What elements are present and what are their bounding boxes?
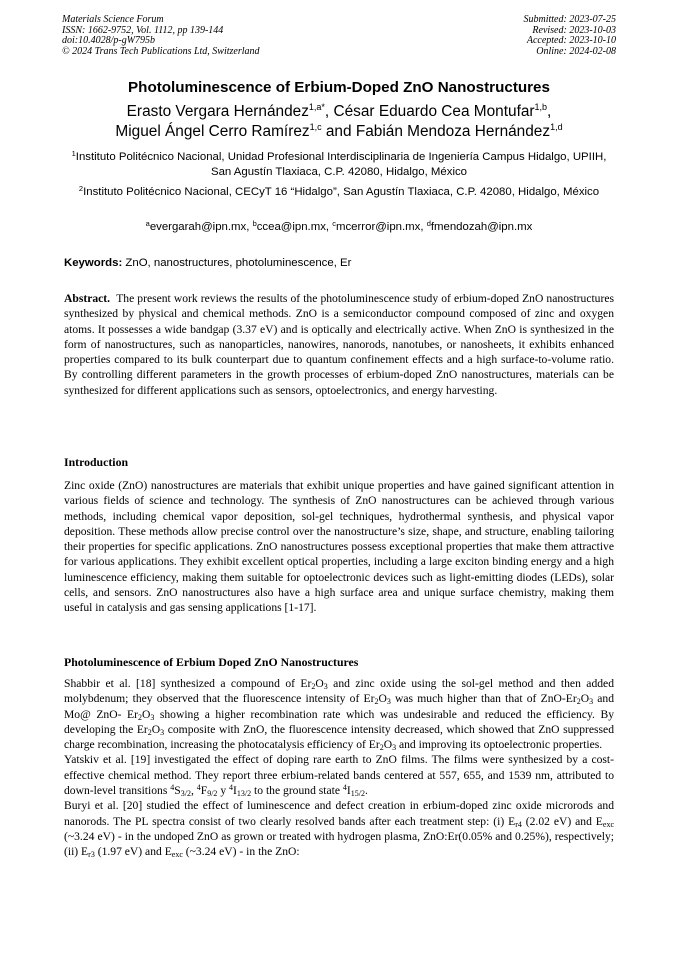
author-list: Erasto Vergara Hernández$^{1,a*}$, César Eduardo Cea Montufar$^{1,b}$, Miguel Ángel Cerro Ramírez$^{1,c}$ and Fabián Mendoza Hernández$^{1,d}$ <box>115 102 563 140</box>
author-name: Miguel Ángel Cerro Ramírez <box>115 123 310 140</box>
keywords-label: Keywords: <box>64 257 123 269</box>
affiliation-2 <box>60 185 618 200</box>
email-mark: c <box>332 219 336 228</box>
submitted-date: Submitted: 2023-07-25 <box>523 14 616 25</box>
keywords <box>64 257 624 269</box>
online-date: Online: 2024-02-08 <box>536 45 616 57</box>
affiliation-1 <box>60 150 618 181</box>
header-left <box>62 15 260 57</box>
author-affiliation-mark: 1,b <box>534 102 548 112</box>
author-conjunction: and <box>325 123 352 140</box>
author-affiliation-mark: 1,c <box>309 122 322 132</box>
copyright: © 2024 Trans Tech Publications Ltd, Switzerland <box>62 45 260 57</box>
email-link[interactable]: mcerror@ipn.mx, <box>336 221 424 233</box>
section-body <box>64 676 614 860</box>
affiliation-mark: 1 <box>71 149 76 158</box>
author-affiliation-mark: 1,d <box>550 122 563 132</box>
author-name: Erasto Vergara Hernández <box>126 103 309 120</box>
affiliation-text: Instituto Politécnico Nacional, CECyT 16 “Hidalgo”, San Agustín Tlaxiaca, C.P. 42080, Hidalgo, México <box>83 186 600 198</box>
paragraph: Buryi et al. [20] studied the effect of luminescence and defect creation in erbium-doped zinc oxide microrods and nanorods. The PL spectra consist of two clearly resolved bands after each treatment step: (i) $E_{r4}$ (2.02 eV) and $E_{exc}$ (~3.24 eV) - in the undoped ZnO as grown or treated with hydrogen plasma, ZnO:Er(0.05% and 0.25%), respectively; (ii) $E_{r3}$ (1.97 eV) and $E_{exc}$ (~3.24 eV) - in the ZnO: <box>64 799 614 860</box>
email-link[interactable]: ccea@ipn.mx, <box>256 221 330 233</box>
header-right <box>524 15 617 57</box>
introduction-heading: Introduction <box>64 455 129 469</box>
accepted-date: Accepted: 2023-10-10 <box>526 35 616 47</box>
email-link[interactable]: fmendozah@ipn.mx <box>430 221 533 233</box>
keywords-text: ZnO, nanostructures, photoluminescence, Er <box>125 257 352 269</box>
email-mark: b <box>252 219 257 228</box>
revised-date: Revised: 2023-10-03 <box>532 24 616 36</box>
abstract-text: The present work reviews the results of the photoluminescence study of erbium-doped ZnO nanostructures synthesized by physical and chemical methods. ZnO is a semiconductor compound composed of zinc and oxygen atoms. It possesses a wide bandgap (3.37 eV) and is optically and electrically active. When ZnO is synthesized in the form of nanostructures, such as nanoparticles, nanowires, nanorods, nanotubes, or nanosheets, it exhibits enhanced properties compared to its bulk counterpart due to quantum confinement effects and a high surface-to-volume ratio. By controlling different parameters in the growth processes of erbium-doped ZnO nanostructures, materials can be synthesized for different applications such as sensors, optoelectronics, and energy harvesting. <box>64 292 615 397</box>
doi: doi:10.4028/p-gW795b <box>62 35 156 47</box>
paragraph: Yatskiv et al. [19] investigated the effect of doping rare earth to ZnO films. The films were synthesized by a cost-effective chemical method. They report three erbium-related bands centered at 557, 655, and 1539 nm, attributed to down-level transitions $^4S_{3/2}$, $^4F_{9/2}$ y $^4I_{13/2}$ to the ground state $^4I_{15/2}$. <box>64 753 614 799</box>
abstract <box>64 291 614 398</box>
affiliation-mark: 2 <box>78 184 84 193</box>
introduction-text: Zinc oxide (ZnO) nanostructures are materials that exhibit unique properties and have gained significant attention in various fields of science and technology. The synthesis of ZnO nanostructures can be achieved through various methods, including chemical vapor deposition, sol-gel techniques, hydrothermal synthesis, and physical vapor deposition. These methods allow precise control over the nanostructure’s size, shape, and structure, enabling tailoring their properties for specific applications. ZnO nanostructures possess exceptional properties that make them attractive for various applications. They exhibit excellent optical properties, including a large exciton binding energy and a high luminescence efficiency, making them suitable for optoelectronic devices such as light-emitting diodes (LEDs), solar cells, and sensors. ZnO nanostructures also have a high surface area and unique surface chemistry, making them useful in catalysis and gas sensing applications [1-17]. <box>64 479 614 615</box>
abstract-label: Abstract. <box>64 292 111 305</box>
paragraph: Shabbir et al. [18] synthesized a compound of $Er_2O_3$ and zinc oxide using the sol-gel method and then added molybdenum; they observed that the fluorescence intensity of $Er_2O_3$ was much higher than that of ZnO-$Er_2O_3$ and Mo@ ZnO- $Er_2O_3$ showing a higher recombination rate which was undesirable and reduced the efficiency. By developing the $Er_2O_3$ composite with ZnO, the fluorescence intensity decreased, which showed that ZnO suppressed charge recombination, increasing the photocatalysis efficiency of $Er_2O_3$ and improving its optoelectronic properties. <box>64 677 615 753</box>
issn: ISSN: 1662-9752, Vol. 1112, pp 139-144 <box>62 24 224 36</box>
section-heading: Photoluminescence of Erbium Doped ZnO Nanostructures <box>64 655 359 669</box>
email-mark: d <box>426 219 431 228</box>
email-link[interactable]: evergarah@ipn.mx, <box>149 221 250 233</box>
affiliation-text: Instituto Politécnico Nacional, Unidad Profesional Interdisciplinaria de Ingeniería Campus Hidalgo, UPIIH, San Agustín Tlaxiaca, C.P. 42080, Hidalgo, México <box>75 151 607 179</box>
paper-title: Photoluminescence of Erbium-Doped ZnO Nanostructures <box>128 79 550 96</box>
email-list <box>0 221 678 233</box>
author-affiliation-mark: 1,a* <box>308 102 325 112</box>
author-name: César Eduardo Cea Montufar <box>333 103 535 120</box>
author-name: Fabián Mendoza Hernández <box>355 123 551 140</box>
email-mark: a <box>145 219 150 228</box>
journal-name: Materials Science Forum <box>62 14 164 25</box>
